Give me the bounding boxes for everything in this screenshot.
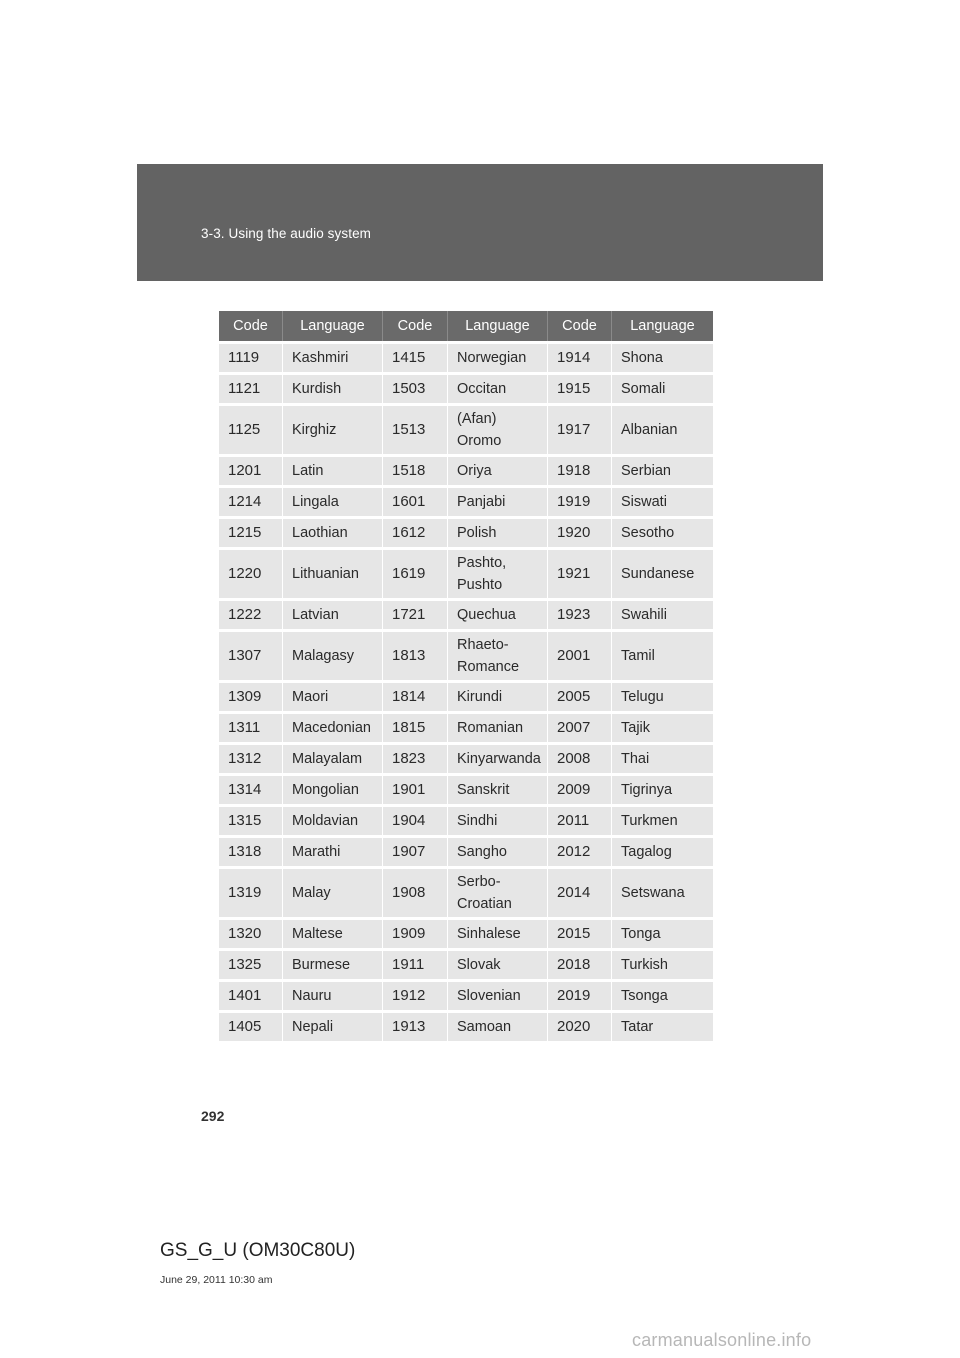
table-row (219, 711, 713, 742)
language-code-cell: 1914 (548, 341, 612, 372)
language-name-cell: Tamil (612, 629, 713, 680)
language-code-cell: 1319 (219, 866, 283, 917)
language-code-cell: 1909 (383, 917, 448, 948)
language-code-cell: 1912 (383, 979, 448, 1010)
language-code-cell: 1214 (219, 485, 283, 516)
language-code-cell: 1518 (383, 454, 448, 485)
language-code-cell: 2007 (548, 711, 612, 742)
language-name-cell: Maori (283, 680, 383, 711)
language-name-cell: Mongolian (283, 773, 383, 804)
language-code-cell: 1325 (219, 948, 283, 979)
language-code-cell: 1513 (383, 403, 448, 454)
document-code: GS_G_U (OM30C80U) (160, 1240, 356, 1261)
language-code-cell: 2015 (548, 917, 612, 948)
language-name-cell: Samoan (448, 1010, 548, 1041)
table-row (219, 835, 713, 866)
page-number: 292 (201, 1108, 225, 1124)
language-code-cell: 1401 (219, 979, 283, 1010)
language-name-cell: Marathi (283, 835, 383, 866)
language-name-cell: Tsonga (612, 979, 713, 1010)
language-code-cell: 1311 (219, 711, 283, 742)
language-name-cell: Malay (283, 866, 383, 917)
language-code-cell: 1919 (548, 485, 612, 516)
language-name-cell: Kinyarwanda (448, 742, 548, 773)
language-name-cell: Somali (612, 372, 713, 403)
language-name-cell: Lingala (283, 485, 383, 516)
language-name-cell: Tagalog (612, 835, 713, 866)
language-name-cell: Sesotho (612, 516, 713, 547)
language-name-cell: Maltese (283, 917, 383, 948)
language-code-cell: 1503 (383, 372, 448, 403)
table-row (219, 948, 713, 979)
language-name-cell: Serbo- Croatian (448, 866, 548, 917)
language-name-cell: Sinhalese (448, 917, 548, 948)
language-code-cell: 1318 (219, 835, 283, 866)
language-name-cell: Kurdish (283, 372, 383, 403)
column-header: Language (448, 311, 548, 341)
language-code-cell: 1309 (219, 680, 283, 711)
language-code-cell: 1923 (548, 598, 612, 629)
column-header: Code (383, 311, 448, 341)
language-code-cell: 1901 (383, 773, 448, 804)
language-code-cell: 1125 (219, 403, 283, 454)
section-title: 3-3. Using the audio system (201, 226, 372, 241)
table-row (219, 804, 713, 835)
language-name-cell: Macedonian (283, 711, 383, 742)
language-code-cell: 1917 (548, 403, 612, 454)
table-row (219, 773, 713, 804)
language-name-cell: Burmese (283, 948, 383, 979)
language-name-cell: Swahili (612, 598, 713, 629)
language-code-cell: 2011 (548, 804, 612, 835)
table-row (219, 742, 713, 773)
table-row (219, 629, 713, 680)
table-row (219, 403, 713, 454)
language-code-cell: 1907 (383, 835, 448, 866)
language-name-cell: Thai (612, 742, 713, 773)
language-code-cell: 1612 (383, 516, 448, 547)
language-name-cell: Telugu (612, 680, 713, 711)
language-name-cell: Latvian (283, 598, 383, 629)
language-code-cell: 1405 (219, 1010, 283, 1041)
language-name-cell: Oriya (448, 454, 548, 485)
column-header: Code (548, 311, 612, 341)
language-name-cell: Laothian (283, 516, 383, 547)
column-header: Code (219, 311, 283, 341)
language-name-cell: Kirghiz (283, 403, 383, 454)
language-code-cell: 1619 (383, 547, 448, 598)
language-code-cell: 1920 (548, 516, 612, 547)
language-code-cell: 1312 (219, 742, 283, 773)
language-name-cell: Nauru (283, 979, 383, 1010)
language-code-table (219, 311, 713, 1041)
language-name-cell: Lithuanian (283, 547, 383, 598)
header-band (137, 164, 823, 281)
language-name-cell: Romanian (448, 711, 548, 742)
language-name-cell: Sangho (448, 835, 548, 866)
language-code-cell: 1721 (383, 598, 448, 629)
table-row (219, 454, 713, 485)
language-code-cell: 1823 (383, 742, 448, 773)
language-name-cell: Slovenian (448, 979, 548, 1010)
language-name-cell: Kirundi (448, 680, 548, 711)
language-code-cell: 1415 (383, 341, 448, 372)
language-code-cell: 1314 (219, 773, 283, 804)
language-code-cell: 1119 (219, 341, 283, 372)
table-row (219, 372, 713, 403)
language-name-cell: Turkish (612, 948, 713, 979)
language-name-cell: Albanian (612, 403, 713, 454)
language-name-cell: Pashto, Pushto (448, 547, 548, 598)
language-name-cell: (Afan) Oromo (448, 403, 548, 454)
language-code-cell: 1121 (219, 372, 283, 403)
language-name-cell: Rhaeto- Romance (448, 629, 548, 680)
language-name-cell: Shona (612, 341, 713, 372)
language-name-cell: Malagasy (283, 629, 383, 680)
language-code-cell: 1320 (219, 917, 283, 948)
language-code-cell: 2019 (548, 979, 612, 1010)
table-row (219, 598, 713, 629)
table-row (219, 516, 713, 547)
language-code-cell: 2005 (548, 680, 612, 711)
language-code-cell: 1315 (219, 804, 283, 835)
language-name-cell: Serbian (612, 454, 713, 485)
language-name-cell: Turkmen (612, 804, 713, 835)
language-code-cell: 1815 (383, 711, 448, 742)
document-date: June 29, 2011 10:30 am (160, 1274, 273, 1286)
table-header-row (219, 311, 713, 341)
language-code-cell: 1918 (548, 454, 612, 485)
language-name-cell: Moldavian (283, 804, 383, 835)
language-code-cell: 1921 (548, 547, 612, 598)
language-name-cell: Tajik (612, 711, 713, 742)
language-code-cell: 2018 (548, 948, 612, 979)
language-code-cell: 1915 (548, 372, 612, 403)
language-code-cell: 2008 (548, 742, 612, 773)
language-code-cell: 1307 (219, 629, 283, 680)
language-name-cell: Siswati (612, 485, 713, 516)
table-row (219, 917, 713, 948)
language-name-cell: Polish (448, 516, 548, 547)
language-code-cell: 1908 (383, 866, 448, 917)
table-row (219, 485, 713, 516)
language-name-cell: Tatar (612, 1010, 713, 1041)
language-name-cell: Latin (283, 454, 383, 485)
table-row (219, 680, 713, 711)
table-row (219, 866, 713, 917)
language-code-cell: 1911 (383, 948, 448, 979)
table-row (219, 547, 713, 598)
language-name-cell: Kashmiri (283, 341, 383, 372)
language-code-cell: 1814 (383, 680, 448, 711)
language-code-cell: 2001 (548, 629, 612, 680)
language-code-cell: 1220 (219, 547, 283, 598)
language-code-cell: 1201 (219, 454, 283, 485)
column-header: Language (612, 311, 713, 341)
language-name-cell: Setswana (612, 866, 713, 917)
language-code-cell: 2009 (548, 773, 612, 804)
watermark: carmanualsonline.info (632, 1330, 812, 1350)
table-row (219, 979, 713, 1010)
language-code-cell: 1222 (219, 598, 283, 629)
language-code-cell: 1913 (383, 1010, 448, 1041)
language-code-cell: 1215 (219, 516, 283, 547)
language-name-cell: Panjabi (448, 485, 548, 516)
language-name-cell: Quechua (448, 598, 548, 629)
table-body (219, 341, 713, 1041)
language-name-cell: Norwegian (448, 341, 548, 372)
language-code-cell: 2014 (548, 866, 612, 917)
table-row (219, 341, 713, 372)
language-name-cell: Occitan (448, 372, 548, 403)
language-name-cell: Sindhi (448, 804, 548, 835)
column-header: Language (283, 311, 383, 341)
language-code-cell: 1904 (383, 804, 448, 835)
language-name-cell: Tigrinya (612, 773, 713, 804)
language-name-cell: Sundanese (612, 547, 713, 598)
table-row (219, 1010, 713, 1041)
language-name-cell: Nepali (283, 1010, 383, 1041)
language-code-cell: 2020 (548, 1010, 612, 1041)
language-code-cell: 2012 (548, 835, 612, 866)
language-name-cell: Slovak (448, 948, 548, 979)
language-name-cell: Tonga (612, 917, 713, 948)
language-name-cell: Malayalam (283, 742, 383, 773)
language-code-cell: 1813 (383, 629, 448, 680)
language-name-cell: Sanskrit (448, 773, 548, 804)
language-code-cell: 1601 (383, 485, 448, 516)
